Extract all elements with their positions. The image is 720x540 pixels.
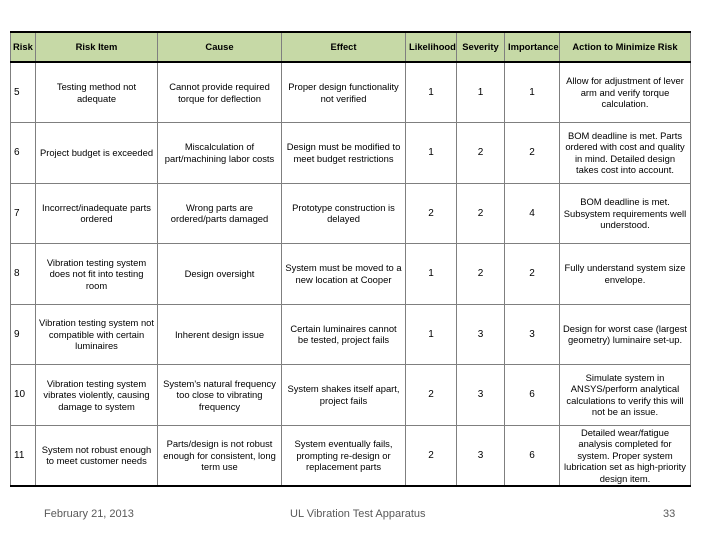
cell-effect: Certain luminaires cannot be tested, project fails [282,304,406,365]
cell-cause: Inherent design issue [158,304,282,365]
cell-risk: 5 [11,62,36,123]
cell-effect: Design must be modified to meet budget restrictions [282,123,406,184]
cell-importance: 6 [505,365,560,426]
header-risk-item: Risk Item [36,32,158,62]
footer-title: UL Vibration Test Apparatus [290,508,426,520]
cell-risk: 10 [11,365,36,426]
cell-risk-item: System not robust enough to meet customer needs [36,425,158,486]
footer-date: February 21, 2013 [44,508,134,520]
cell-action: Simulate system in ANSYS/perform analytical calculations to verify this will not be an issue. [560,365,691,426]
cell-action: Fully understand system size envelope. [560,244,691,305]
risk-table [10,31,691,487]
header-cause: Cause [158,32,282,62]
cell-importance: 4 [505,183,560,244]
cell-likelihood: 2 [406,425,457,486]
cell-risk-item: Vibration testing system does not fit into testing room [36,244,158,305]
header-risk: Risk [11,32,36,62]
page-number: 33 [663,508,676,520]
table-row [11,183,691,244]
table-row [11,244,691,305]
cell-risk: 6 [11,123,36,184]
cell-action: Allow for adjustment of lever arm and verify torque calculation. [560,62,691,123]
cell-risk: 7 [11,183,36,244]
cell-likelihood: 2 [406,183,457,244]
cell-risk: 8 [11,244,36,305]
cell-risk-item: Testing method not adequate [36,62,158,123]
cell-action: Design for worst case (largest geometry) luminaire set-up. [560,304,691,365]
table-row [11,425,691,486]
cell-likelihood: 1 [406,62,457,123]
cell-effect: Proper design functionality not verified [282,62,406,123]
cell-severity: 2 [457,183,505,244]
cell-cause: Design oversight [158,244,282,305]
cell-cause: Wrong parts are ordered/parts damaged [158,183,282,244]
cell-severity: 3 [457,304,505,365]
cell-likelihood: 1 [406,123,457,184]
cell-risk-item: Vibration testing system vibrates violently, causing damage to system [36,365,158,426]
header-likelihood: Likelihood [406,32,457,62]
cell-risk: 11 [11,425,36,486]
cell-effect: System must be moved to a new location at Cooper [282,244,406,305]
cell-severity: 2 [457,123,505,184]
header-severity: Severity [457,32,505,62]
cell-severity: 2 [457,244,505,305]
cell-importance: 3 [505,304,560,365]
cell-importance: 1 [505,62,560,123]
cell-likelihood: 1 [406,244,457,305]
cell-risk-item: Incorrect/inadequate parts ordered [36,183,158,244]
table-row [11,123,691,184]
cell-cause: Cannot provide required torque for deflection [158,62,282,123]
cell-likelihood: 2 [406,365,457,426]
cell-importance: 2 [505,123,560,184]
cell-importance: 2 [505,244,560,305]
cell-cause: Parts/design is not robust enough for consistent, long term use [158,425,282,486]
cell-action: Detailed wear/fatigue analysis completed for system. Proper system lubrication set as high-priority design item. [560,425,691,486]
table-row [11,365,691,426]
header-action: Action to Minimize Risk [560,32,691,62]
cell-severity: 3 [457,365,505,426]
cell-effect: Prototype construction is delayed [282,183,406,244]
cell-effect: System shakes itself apart, project fails [282,365,406,426]
cell-effect: System eventually fails, prompting re-design or replacement parts [282,425,406,486]
cell-action: BOM deadline is met. Parts ordered with cost and quality in mind. Detailed design takes cost into account. [560,123,691,184]
table-header-row [11,32,691,62]
cell-severity: 3 [457,425,505,486]
cell-likelihood: 1 [406,304,457,365]
table-row [11,62,691,123]
cell-importance: 6 [505,425,560,486]
cell-cause: System's natural frequency too close to vibrating frequency [158,365,282,426]
cell-severity: 1 [457,62,505,123]
cell-risk: 9 [11,304,36,365]
cell-action: BOM deadline is met. Subsystem requirements well understood. [560,183,691,244]
cell-risk-item: Vibration testing system not compatible with certain luminaires [36,304,158,365]
header-effect: Effect [282,32,406,62]
cell-cause: Miscalculation of part/machining labor costs [158,123,282,184]
header-importance: Importance [505,32,560,62]
table-row [11,304,691,365]
cell-risk-item: Project budget is exceeded [36,123,158,184]
